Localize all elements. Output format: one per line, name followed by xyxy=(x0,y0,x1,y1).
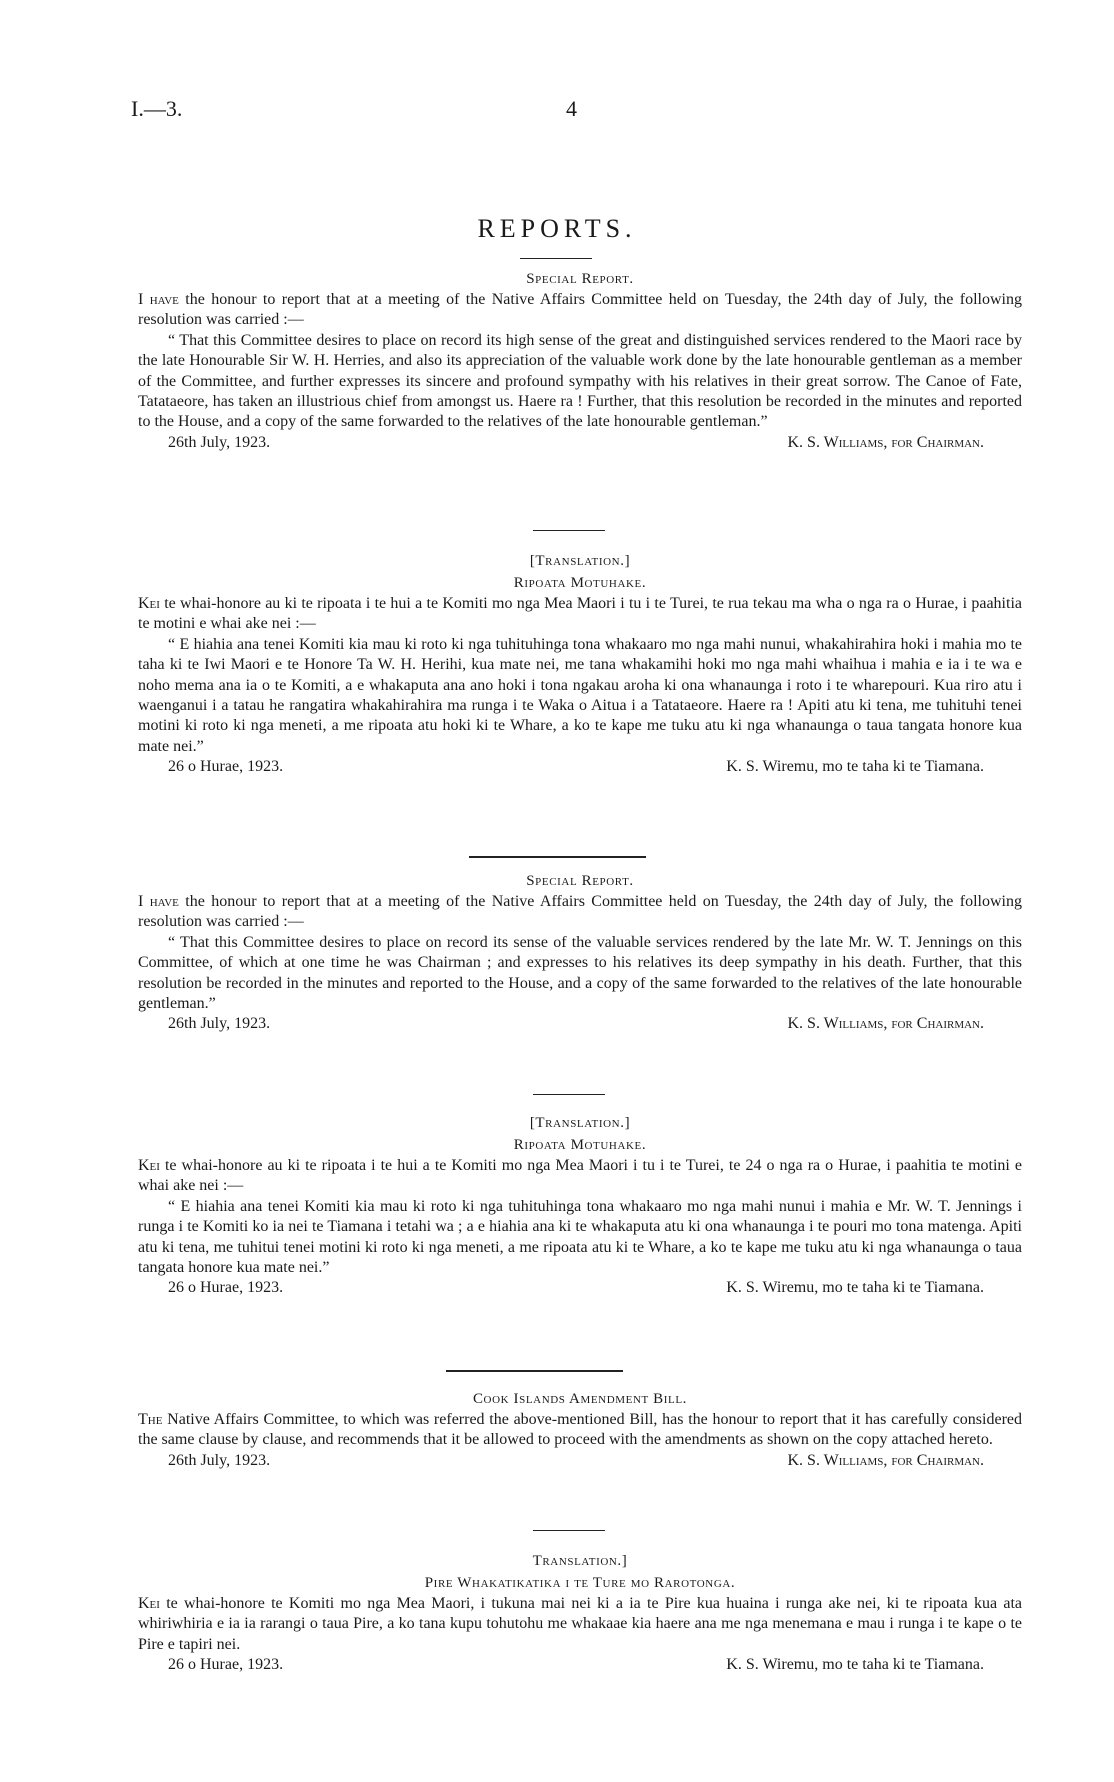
section-intro: Kei te whai-honore au ki te ripoata i te hui a te Komiti mo nga Mea Maori i tu i te Turei, te rua tekau ma wha o nga ra o Hurae, i paahitia te motini e whai ake nei :— xyxy=(138,595,1022,633)
report-date: 26 o Hurae, 1923. xyxy=(168,758,284,776)
section-heading: Pire Whakatikatika i te Ture mo Rarotonga. xyxy=(424,1575,736,1591)
translation-bill xyxy=(138,1550,1022,1678)
page-title: REPORTS. xyxy=(477,214,637,243)
resolution-text: “ E hiahia ana tenei Komiti kia mau ki roto ki nga tuhituhinga tona whakaaro mo nga mahi nunui i mahia e Mr. W. T. Jennings i runga i te Komiti ko ia nei te Tiamana i tetahi wa ; a e hiahia ana ki te whakaputa atu ki ona whanaunga i te pouri mo tona matenga. Apiti atu ki tena, me tuhitui tenei motini ki roto ki nga meneti, a me ripoata atu ki te Whare, a ko te kape me tuku atu ki nga whanaunga o taua tangata honore kua mate nei.” xyxy=(138,1197,1022,1277)
resolution-text: “ That this Committee desires to place on record its high sense of the great and distinguished services rendered to the Maori race by the late Honourable Sir W. H. Herries, and also its appreciation of the valuable work done by the late honourable gentleman as a member of the Committee, and further expresses its sincere and profound sympathy with his relatives in their great sorrow. The Canoe of Fate, Tatataeore, has taken an illustrious chief from amongst us. Haere ra ! Further, that this resolution be recorded in the minutes and reported to the House, and a copy of the same forwarded to the relatives of the late honourable gentleman.” xyxy=(138,331,1022,431)
major-divider xyxy=(469,856,646,858)
page-number: 4 xyxy=(566,96,577,121)
report-date: 26th July, 1923. xyxy=(168,1015,271,1033)
section-intro: I have the honour to report that at a meeting of the Native Affairs Committee held on Tuesday, the 24th day of July, the following resolution was carried :— xyxy=(138,893,1022,931)
section-heading: Cook Islands Amendment Bill. xyxy=(472,1391,688,1407)
signatory: K. S. Wiremu, mo te taha ki te Tiamana. xyxy=(726,758,984,776)
signature-line xyxy=(138,1452,1022,1474)
signature-line xyxy=(138,758,1022,780)
special-report-herries xyxy=(138,268,1022,456)
section-heading: Special Report. xyxy=(526,873,634,889)
translation-label: Translation.] xyxy=(532,1553,628,1569)
signature-line xyxy=(138,1656,1022,1678)
signature-line xyxy=(138,1279,1022,1301)
resolution-text: “ E hiahia ana tenei Komiti kia mau ki roto ki nga tuhituhinga tona whakaaro mo nga mahi nunui, whakahirahira hoki i mahia mo te taha ki te Iwi Maori e te Honore Ta W. H. Herihi, kua mate nei, me tana whakamihi hoki mo nga mahi whaihua i mahia e ia i te wa e noho mema ana ia o te Komiti, a e whakaputa ana ano hoki i tona ngakau aroha ki ona whanaunga i roto i te wharepouri. Kua riro atu i waenganui i a tatau he rangatira whakahirahira ma runga i te Waka o Aitua i a Tatataeore. Haere ra ! Apiti atu ki tena, me tuhituhi tenei motini ki roto ki nga meneti, a me ripoata atu hoki ki te Whare, a ko te kape me tuku atu ki nga whanaunga o taua tangata honore kua mate nei.” xyxy=(138,635,1022,755)
title-rule xyxy=(520,258,592,259)
section-divider xyxy=(533,530,605,531)
translation-herries xyxy=(138,550,1022,780)
section-divider xyxy=(533,1530,605,1531)
resolution-text: “ That this Committee desires to place on record its sense of the valuable services rendered by the late Mr. W. T. Jennings on this Committee, of which at one time he was Chairman ; and expresses to his relatives its deep sympathy in his death. Further, that this resolution be recorded in the minutes and reported to the House, and a copy of the same forwarded to the relatives of the late honourable gentleman.” xyxy=(138,933,1022,1013)
translation-jennings xyxy=(138,1112,1022,1301)
section-divider xyxy=(533,1094,605,1095)
special-report-jennings xyxy=(138,870,1022,1037)
major-divider xyxy=(446,1370,623,1372)
report-date: 26th July, 1923. xyxy=(168,433,271,451)
section-intro: The Native Affairs Committee, to which was referred the above-mentioned Bill, has the honour to report that it has carefully considered the same clause by clause, and recommends that it be allowed to proceed with the amendments as shown on the copy attached hereto. xyxy=(138,1411,1022,1449)
signature-line xyxy=(138,1015,1022,1037)
signatory: K. S. Williams, for Chairman. xyxy=(787,433,984,451)
section-intro: Kei te whai-honore te Komiti mo nga Mea Maori, i tukuna mai nei ki a ia te Pire kua huaina i runga ake nei, ki te ripoata kua ata whiriwhiria e ia ia rarangi o taua Pire, a ko tana kupu tohutohu me whakaae kia haere ana me nga menemana e mau i runga i te kape o te Pire e tapiri nei. xyxy=(138,1595,1022,1653)
section-heading: Special Report. xyxy=(526,271,634,287)
signatory: K. S. Wiremu, mo te taha ki te Tiamana. xyxy=(726,1279,984,1297)
report-date: 26 o Hurae, 1923. xyxy=(168,1656,284,1674)
signatory: K. S. Wiremu, mo te taha ki te Tiamana. xyxy=(726,1656,984,1674)
translation-label: [Translation.] xyxy=(529,1115,631,1131)
section-heading: Ripoata Motuhake. xyxy=(513,1137,647,1153)
signatory: K. S. Williams, for Chairman. xyxy=(787,1451,984,1469)
signatory: K. S. Williams, for Chairman. xyxy=(787,1015,984,1033)
translation-label: [Translation.] xyxy=(529,553,631,569)
cook-islands-amendment-bill xyxy=(138,1388,1022,1474)
report-date: 26 o Hurae, 1923. xyxy=(168,1279,284,1297)
section-intro: I have the honour to report that at a meeting of the Native Affairs Committee held on Tuesday, the 24th day of July, the following resolution was carried :— xyxy=(138,291,1022,329)
report-date: 26th July, 1923. xyxy=(168,1451,271,1469)
signature-line xyxy=(138,434,1022,456)
section-intro: Kei te whai-honore au ki te ripoata i te hui a te Komiti mo nga Mea Maori i tu i te Turei, te 24 o nga ra o Hurae, i paahitia te motini e whai ake nei :— xyxy=(138,1157,1022,1195)
paper-reference: I.—3. xyxy=(131,96,183,121)
section-heading: Ripoata Motuhake. xyxy=(513,575,647,591)
